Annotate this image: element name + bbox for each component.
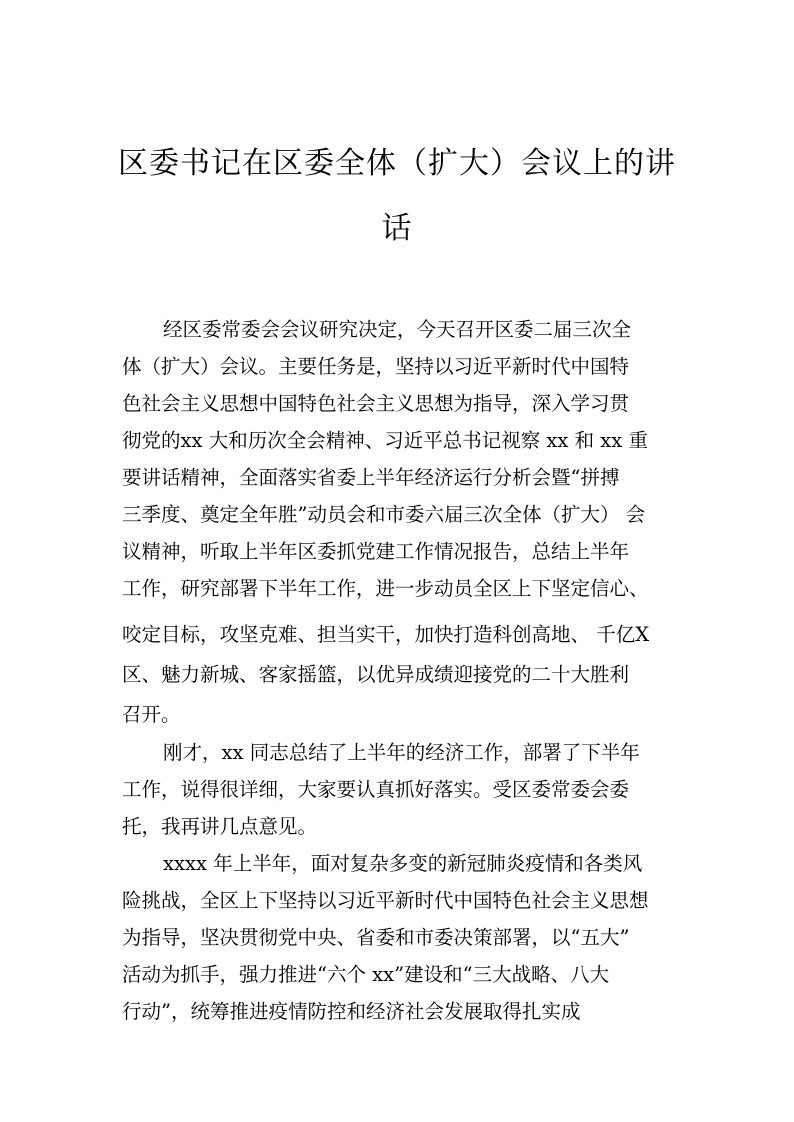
paragraph-1-line-7: 议精神，听取上半年区委抓党建工作情况报告，总结上半年 xyxy=(122,540,630,563)
paragraph-1-line-6: 三季度、奠定全年胜”动员会和市委六届三次全体（扩大） 会 xyxy=(122,503,646,526)
paragraph-1-line-8: 工作，研究部署下半年工作，进一步动员全区上下坚定信心、 xyxy=(122,577,649,600)
paragraph-1-line-5: 要讲话精神，全面落实省委上半年经济运行分析会暨“拼搏 xyxy=(122,466,620,489)
paragraph-1-line-9: 咬定目标，攻坚克难、担当实干，加快打造科创高地、 千亿X xyxy=(122,623,650,646)
paragraph-2-line-3: 托，我再讲几点意见。 xyxy=(122,815,318,838)
paragraph-3-line-3: 为指导，坚决贯彻党中央、省委和市委决策部署，以“五大” xyxy=(122,926,630,949)
paragraph-3-line-4: 活动为抓手，强力推进“六个 xx”建设和“三大战略、八大 xyxy=(122,963,610,986)
paragraph-3-line-5: 行动”，统筹推进疫情防控和经济社会发展取得扎实成 xyxy=(122,1000,581,1023)
paragraph-3-line-1: xxxx 年上半年，面对复杂多变的新冠肺炎疫情和各类风 xyxy=(163,852,643,875)
paragraph-1-line-10: 区、魅力新城、客家摇篮，以优异成绩迎接党的二十大胜利 xyxy=(122,663,630,686)
paragraph-1-line-3: 色社会主义思想中国特色社会主义思想为指导，深入学习贯 xyxy=(122,392,630,415)
paragraph-1-line-4: 彻党的xx 大和历次全会精神、习近平总书记视察 xx 和 xx 重 xyxy=(122,429,648,452)
paragraph-1-line-11: 召开。 xyxy=(122,703,181,726)
paragraph-1-line-2: 体（扩大）会议。主要任务是，坚持以习近平新时代中国特 xyxy=(122,355,630,378)
paragraph-1-line-1: 经区委常委会会议研究决定，今天召开区委二届三次全 xyxy=(163,318,632,341)
paragraph-2-line-1: 刚才，xx 同志总结了上半年的经济工作，部署了下半年 xyxy=(163,741,640,764)
paragraph-3-line-2: 险挑战，全区上下坚持以习近平新时代中国特色社会主义思想 xyxy=(122,889,649,912)
paragraph-2-line-2: 工作，说得很详细，大家要认真抓好落实。受区委常委会委 xyxy=(122,778,630,801)
document-title-line-1: 区委书记在区委全体（扩大）会议上的讲 xyxy=(118,146,676,181)
document-title-line-2: 话 xyxy=(381,211,413,246)
